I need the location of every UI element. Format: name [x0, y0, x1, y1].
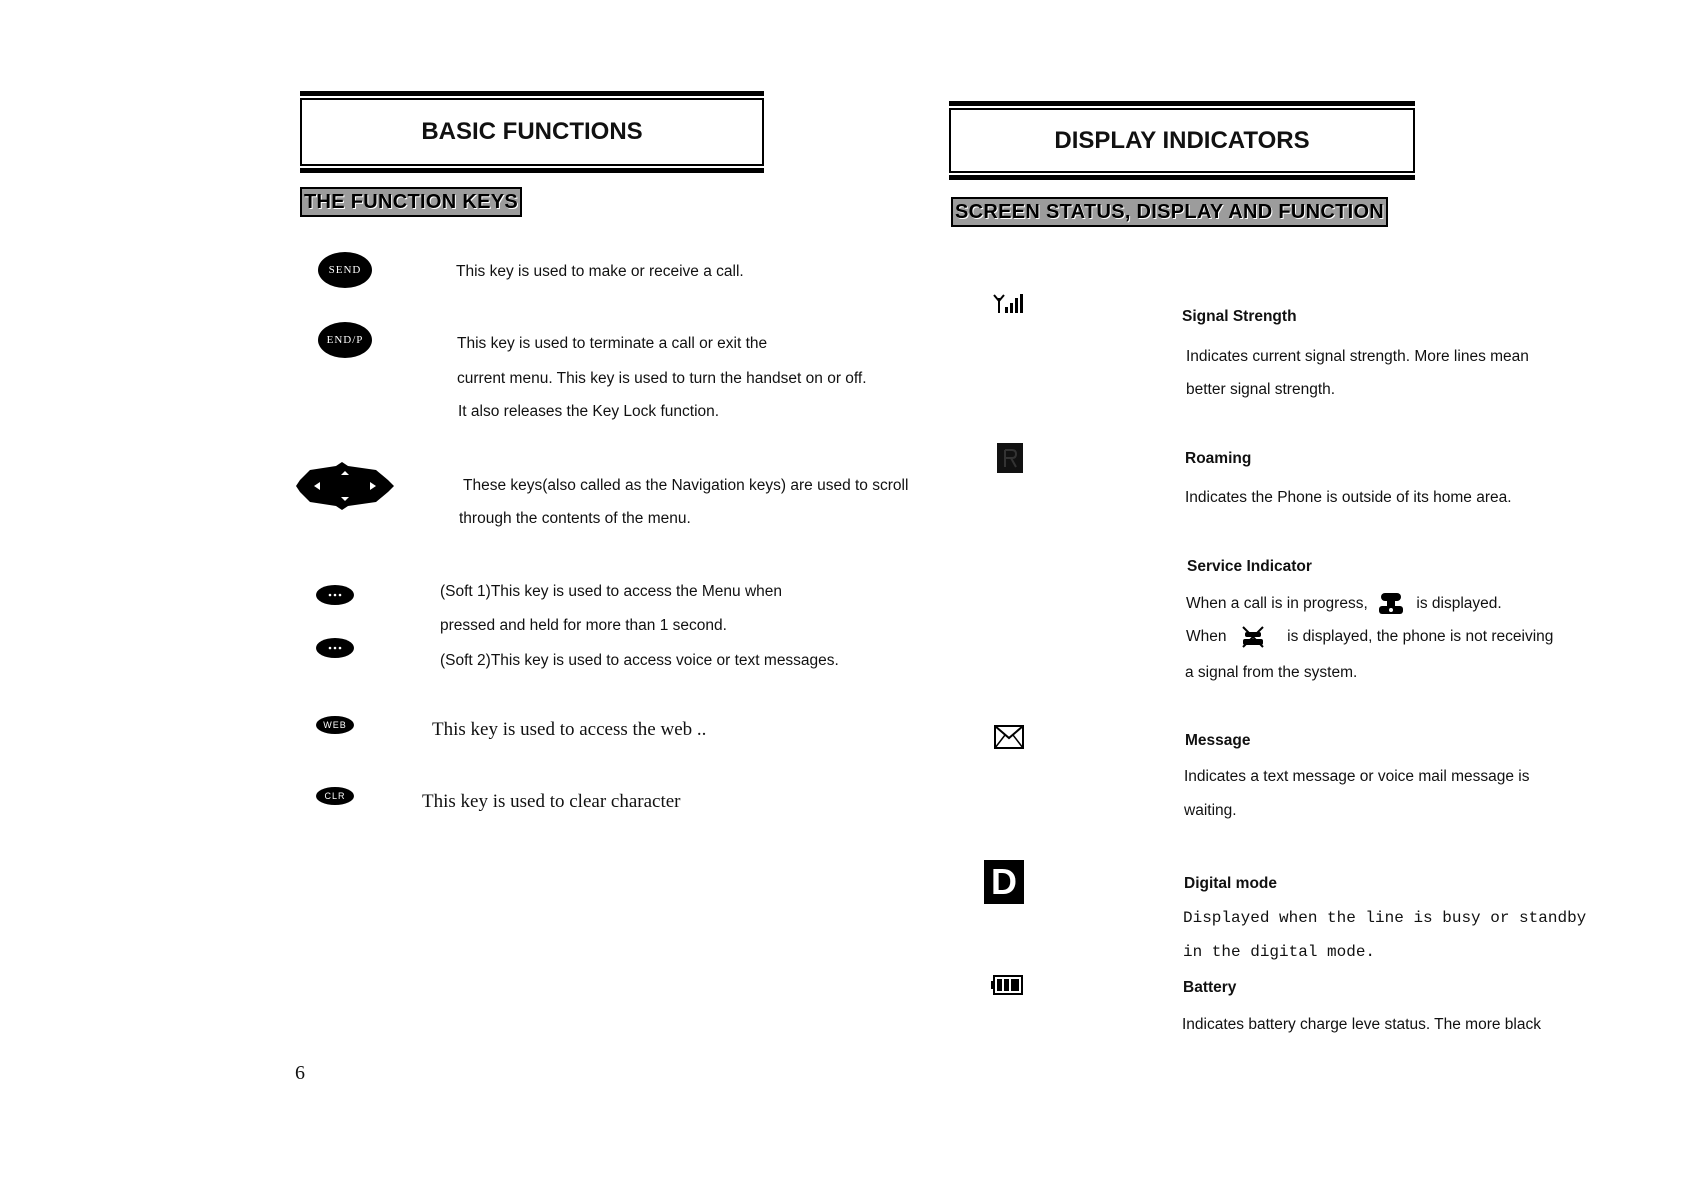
battery-icon	[991, 975, 1023, 995]
service-line-1-before: When a call is in progress,	[1186, 595, 1368, 613]
roaming-heading: Roaming	[1185, 450, 1252, 467]
send-key-icon	[318, 252, 372, 288]
signal-strength-icon	[993, 292, 1027, 314]
send-key-label: SEND	[328, 264, 362, 276]
digital-mode-heading: Digital mode	[1184, 875, 1278, 892]
web-key-icon	[316, 716, 354, 734]
service-indicator-heading: Service Indicator	[1187, 558, 1312, 575]
page-number: 6	[295, 1062, 305, 1084]
service-line-2-before: When	[1186, 628, 1227, 646]
signal-strength-description-line-2: better signal strength.	[1186, 381, 1336, 398]
battery-heading: Battery	[1183, 979, 1237, 996]
navigation-key-description-line-1: These keys(also called as the Navigation keys) are used to scroll	[463, 477, 909, 494]
digital-mode-icon-letter: D	[991, 861, 1017, 902]
end-key-description-line-2: current menu. This key is used to turn the handset on or off.	[457, 370, 867, 387]
message-description-line-1: Indicates a text message or voice mail message is	[1184, 768, 1530, 785]
roaming-description: Indicates the Phone is outside of its home area.	[1185, 489, 1512, 506]
service-indicator-line-2	[1186, 626, 1553, 648]
message-description-line-2: waiting.	[1184, 802, 1237, 819]
display-indicators-title-box	[949, 108, 1415, 173]
screen-status-subheading: SCREEN STATUS, DISPLAY AND FUNCTION	[951, 197, 1388, 227]
web-key-label: WEB	[323, 720, 347, 730]
web-key-description: This key is used to access the web ..	[432, 719, 707, 740]
digital-mode-description-line-2: in the digital mode.	[1183, 943, 1376, 961]
digital-mode-description-line-1: Displayed when the line is busy or standby	[1183, 909, 1587, 927]
message-heading: Message	[1185, 732, 1251, 749]
soft-key-description-line-2: pressed and held for more than 1 second.	[440, 617, 727, 634]
end-key-icon	[318, 322, 372, 358]
no-service-icon	[1241, 626, 1265, 648]
signal-strength-description-line-1: Indicates current signal strength. More lines mean	[1186, 348, 1529, 365]
function-keys-subheading: THE FUNCTION KEYS	[300, 187, 522, 217]
battery-description: Indicates battery charge leve status. The more black	[1182, 1016, 1541, 1033]
basic-functions-title-box	[300, 98, 764, 166]
soft-key-1-icon	[316, 585, 354, 605]
signal-strength-heading: Signal Strength	[1182, 308, 1297, 325]
display-indicators-title: DISPLAY INDICATORS	[1054, 126, 1310, 154]
clr-key-icon	[316, 787, 354, 805]
clr-key-description: This key is used to clear character	[422, 791, 681, 812]
service-line-2-after: is displayed, the phone is not receiving	[1287, 628, 1554, 646]
soft-key-description-line-3: (Soft 2)This key is used to access voice or text messages.	[440, 652, 839, 669]
soft-key-2-icon	[316, 638, 354, 658]
end-key-label: END/P	[326, 334, 364, 346]
service-line-1-after: is displayed.	[1416, 595, 1502, 613]
call-in-progress-icon	[1378, 593, 1404, 615]
page-title: BASIC FUNCTIONS	[421, 118, 643, 145]
end-key-description-line-1: This key is used to terminate a call or exit the	[457, 335, 768, 352]
soft-key-description-line-1: (Soft 1)This key is used to access the Menu when	[440, 583, 783, 600]
roaming-icon	[997, 443, 1023, 473]
service-indicator-line-1	[1186, 593, 1502, 615]
navigation-key-icon	[296, 462, 394, 510]
service-indicator-line-3: a signal from the system.	[1185, 664, 1358, 681]
navigation-key-description-line-2: through the contents of the menu.	[459, 510, 691, 527]
end-key-description-line-3: It also releases the Key Lock function.	[458, 403, 720, 420]
envelope-icon	[994, 725, 1024, 749]
digital-mode-icon	[984, 860, 1024, 904]
send-key-description: This key is used to make or receive a call.	[456, 263, 744, 280]
clr-key-label: CLR	[324, 791, 346, 801]
